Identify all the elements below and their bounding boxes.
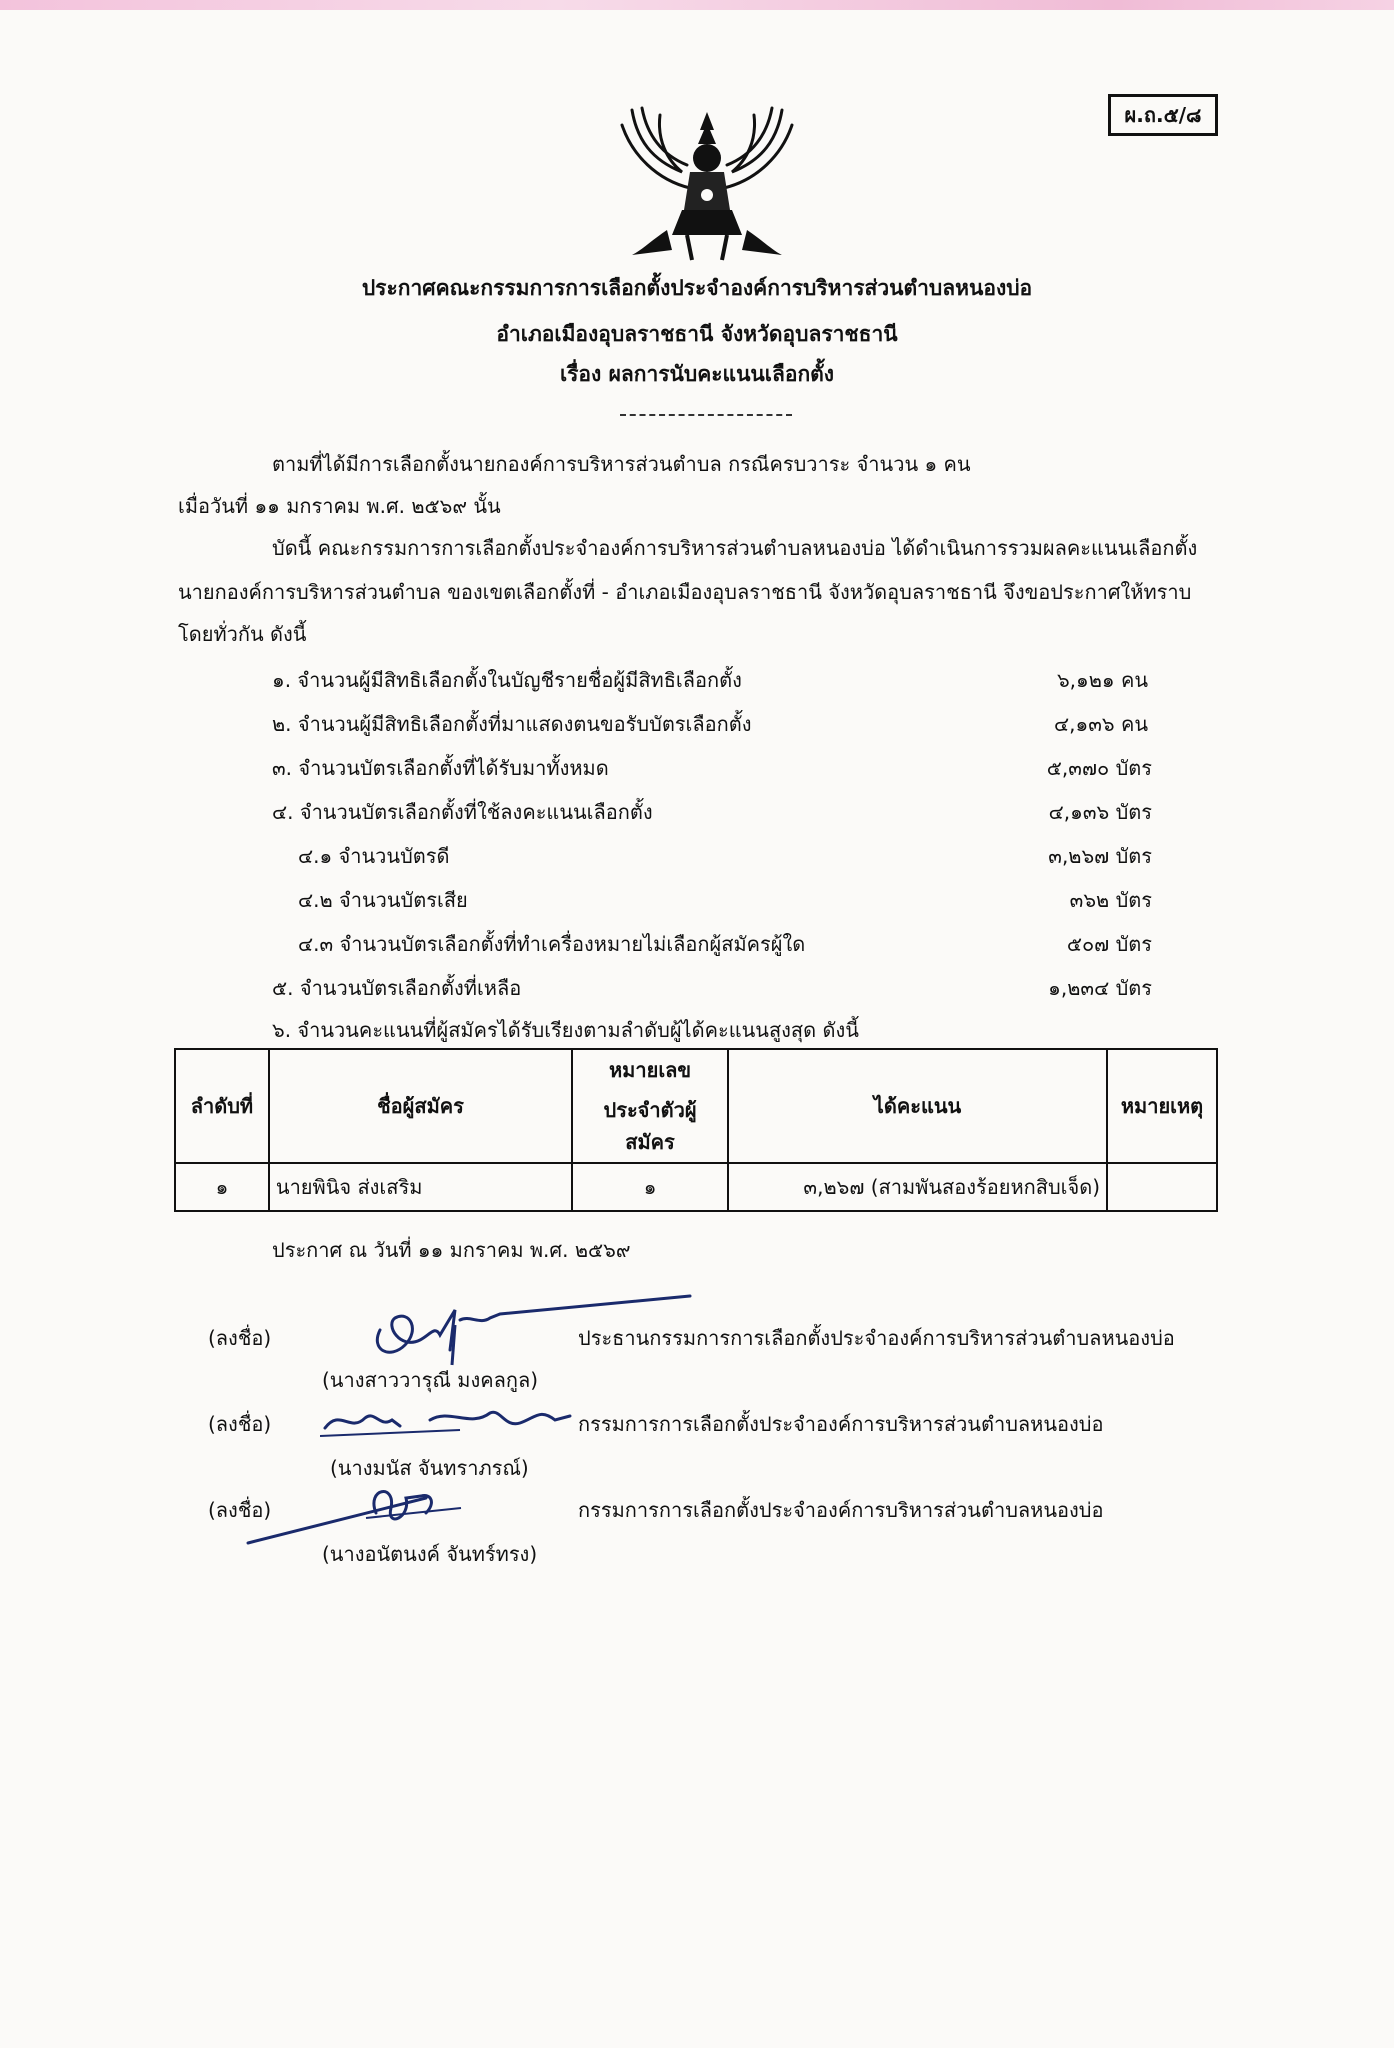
signer-name-1: (นางสาววารุณี มงคลกูล) [322, 1368, 539, 1392]
row-rank: ๑ [175, 1163, 269, 1211]
signer-position-2: กรรมการการเลือกตั้งประจำองค์การบริหารส่วนตำบลหนองบ่อ [578, 1412, 1104, 1436]
sign-label-2: (ลงชื่อ) [208, 1412, 272, 1436]
item-no-vote-ballots-value: ๕๐๗ บัตร [1066, 932, 1152, 956]
item-invalid-ballots: ๔.๒ จำนวนบัตรเสีย [298, 888, 468, 912]
col-number-header-line2: ประจำตัวผู้สมัคร [603, 1098, 697, 1154]
signer-name-3: (นางอนัตนงค์ จันทร์ทรง) [322, 1542, 538, 1566]
intro-paragraph-2a: บัดนี้ คณะกรรมการการเลือกตั้งประจำองค์การบริหารส่วนตำบลหนองบ่อ ได้ดำเนินการรวมผลคะแนนเลือกตั้ง [272, 536, 1198, 560]
form-code-box [1108, 94, 1218, 136]
row-name: นายพินิจ ส่งเสริม [269, 1163, 572, 1211]
announcement-title: ประกาศคณะกรรมการการเลือกตั้งประจำองค์การบริหารส่วนตำบลหนองบ่อ [361, 276, 1033, 300]
col-remark-header: หมายเหตุ [1107, 1049, 1217, 1163]
col-number-header [572, 1049, 728, 1163]
item-voters-turnout-value: ๔,๑๓๖ คน [1054, 712, 1148, 736]
row-remark [1107, 1163, 1217, 1211]
signer-position-3: กรรมการการเลือกตั้งประจำองค์การบริหารส่วนตำบลหนองบ่อ [578, 1498, 1104, 1522]
intro-paragraph-1b: เมื่อวันที่ ๑๑ มกราคม พ.ศ. ๒๕๖๙ นั้น [178, 494, 501, 518]
item-valid-ballots: ๔.๑ จำนวนบัตรดี [298, 844, 450, 868]
intro-paragraph-2c: โดยทั่วกัน ดังนี้ [178, 622, 307, 646]
signature-2 [320, 1398, 600, 1448]
table-header-row [175, 1049, 1217, 1163]
item-ballots-used: ๔. จำนวนบัตรเลือกตั้งที่ใช้ลงคะแนนเลือกตั้ง [272, 800, 653, 824]
item-invalid-ballots-value: ๓๖๒ บัตร [1069, 888, 1152, 912]
table-row [175, 1163, 1217, 1211]
item-eligible-voters: ๑. จำนวนผู้มีสิทธิเลือกตั้งในบัญชีรายชื่อผู้มีสิทธิเลือกตั้ง [272, 668, 742, 692]
item-no-vote-ballots: ๔.๓ จำนวนบัตรเลือกตั้งที่ทำเครื่องหมายไม่เลือกผู้สมัครผู้ใด [298, 932, 806, 956]
item-valid-ballots-value: ๓,๒๖๗ บัตร [1048, 844, 1152, 868]
item-eligible-voters-value: ๖,๑๒๑ คน [1056, 668, 1148, 692]
sign-label-1: (ลงชื่อ) [208, 1326, 272, 1350]
paper-edge [0, 0, 1394, 10]
item-remaining-ballots: ๕. จำนวนบัตรเลือกตั้งที่เหลือ [272, 976, 522, 1000]
row-number: ๑ [572, 1163, 728, 1211]
district-province: อำเภอเมืองอุบลราชธานี จังหวัดอุบลราชธานี [496, 322, 898, 346]
intro-paragraph-1a: ตามที่ได้มีการเลือกตั้งนายกองค์การบริหารส่วนตำบล กรณีครบวาระ จำนวน ๑ คน [272, 452, 971, 476]
sign-label-3: (ลงชื่อ) [208, 1498, 272, 1522]
item-ballots-received-value: ๕,๓๗๐ บัตร [1046, 756, 1152, 780]
item-candidate-votes: ๖. จำนวนคะแนนที่ผู้สมัครได้รับเรียงตามลำดับผู้ได้คะแนนสูงสุด ดังนี้ [272, 1018, 859, 1042]
intro-paragraph-2b: นายกองค์การบริหารส่วนตำบล ของเขตเลือกตั้งที่ - อำเภอเมืองอุบลราชธานี จังหวัดอุบลราชธานี จึงขอประกาศให้ทราบ [178, 580, 1192, 604]
item-ballots-used-value: ๔,๑๓๖ บัตร [1048, 800, 1152, 824]
title-divider [620, 414, 792, 416]
row-votes: ๓,๒๖๗ (สามพันสองร้อยหกสิบเจ็ด) [728, 1163, 1107, 1211]
item-voters-turnout: ๒. จำนวนผู้มีสิทธิเลือกตั้งที่มาแสดงตนขอรับบัตรเลือกตั้ง [272, 712, 752, 736]
item-ballots-received: ๓. จำนวนบัตรเลือกตั้งที่ได้รับมาทั้งหมด [272, 756, 609, 780]
results-table [174, 1048, 1218, 1212]
signer-position-1: ประธานกรรมการการเลือกตั้งประจำองค์การบริหารส่วนตำบลหนองบ่อ [578, 1326, 1175, 1350]
col-name-header: ชื่อผู้สมัคร [269, 1049, 572, 1163]
col-number-header-line1: หมายเลข [609, 1058, 692, 1082]
subject-line: เรื่อง ผลการนับคะแนนเลือกตั้ง [559, 362, 835, 386]
announcement-date: ประกาศ ณ วันที่ ๑๑ มกราคม พ.ศ. ๒๕๖๙ [272, 1238, 631, 1262]
col-votes-header: ได้คะแนน [728, 1049, 1107, 1163]
item-remaining-ballots-value: ๑,๒๓๔ บัตร [1048, 976, 1152, 1000]
col-rank-header: ลำดับที่ [175, 1049, 269, 1163]
garuda-emblem [612, 100, 802, 265]
signer-name-2: (นางมนัส จันทราภรณ์) [330, 1456, 529, 1480]
form-code: ผ.ถ.๕/๘ [1124, 103, 1202, 127]
